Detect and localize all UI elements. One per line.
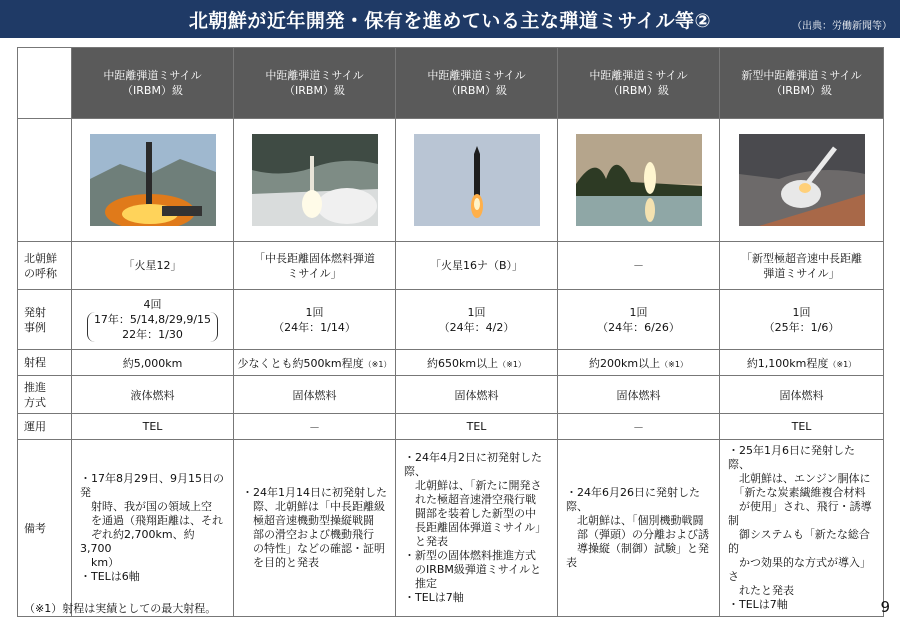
column-header: 中距離弾道ミサイル （IRBM）級 [558,48,720,119]
table-row: 発射 事例 4回 17年：5/14,8/29,9/15 22年：1/30 1回 （24年：1/14） 1回 （24年：4/2） 1回 （24年：6/26） 1回 （25年：1/6） [18,290,884,350]
missile-photo [90,134,216,226]
remarks-row: 備考 ・17年8月29日、9月15日の発 射時、我が国の領域上空 を通過（飛翔距離は、それ ぞれ約2,700km、約3,700 km） ・TELは6軸 ・24年1月14日に初発射した 際、北朝鮮は「中長距離級 極超音速機動型操縦戦闘 部の滑空および機動飛行 の特性」などの確認・証明 を目的と発表 ・24年4月2日に初発射した際、 北朝鮮は、「新たに開発さ れた極超音速滑空飛行戦 闘部を装着した新型の中 長距離固体弾道ミサイル」 と発表 ・新型の固体燃料推進方式 のIRBM級弾道ミサイルと 推定 ・TELは7軸 ・24年6月26日に発射した際、 北朝鮮は、「個別機動戦闘 部（弾頭）の分離および誘 導操縦（制御）試験」と発表 ・25年1月6日に発射した際、 北朝鮮は、エンジン胴体に 「新たな炭素繊維複合材料 が使用」され、飛行・誘導制 御システムも「新たな総合的 かつ効果的な方式が導入」さ れたと発表 ・TELは7軸 [18,440,884,617]
table-row: 北朝鮮 の呼称 「火星12」 「中長距離固体燃料弾道 ミサイル」 「火星16ナ（B）」 － 「新型極超音速中長距離 弾道ミサイル」 [18,242,884,290]
table-row: 射程 約5,000km 少なくとも約500km程度（※1） 約650km以上（※1） 約200km以上（※1） 約1,100km程度（※1） [18,350,884,376]
missile-photo [414,134,540,226]
column-header: 中距離弾道ミサイル （IRBM）級 [396,48,558,119]
footnote: （※1）射程は実績としての最大射程。 [24,602,217,615]
table-row: 推進 方式 液体燃料 固体燃料 固体燃料 固体燃料 固体燃料 [18,376,884,414]
photo-row [18,119,884,242]
missile-photo [252,134,378,226]
table-row: 運用 TEL － TEL － TEL [18,414,884,440]
missile-table [17,47,884,617]
header-row [18,48,884,119]
page-title: 北朝鮮が近年開発・保有を進めている主な弾道ミサイル等② [188,9,712,32]
remarks-cell: ・24年1月14日に初発射した 際、北朝鮮は「中長距離級 極超音速機動型操縦戦闘 部の滑空および機動飛行 の特性」などの確認・証明 を目的と発表 [234,440,396,617]
column-header: 中距離弾道ミサイル （IRBM）級 [72,48,234,119]
source-note: （出典：労働新聞等） [792,21,892,32]
column-header: 中距離弾道ミサイル （IRBM）級 [234,48,396,119]
remarks-cell: ・24年4月2日に初発射した際、 北朝鮮は、「新たに開発さ れた極超音速滑空飛行戦 闘部を装着した新型の中 長距離固体弾道ミサイル」 と発表 ・新型の固体燃料推進方式 のIRBM級弾道ミサイルと 推定 ・TELは7軸 [396,440,558,617]
corner-cell [18,48,72,119]
title-bar [0,0,900,38]
remarks-cell: ・17年8月29日、9月15日の発 射時、我が国の領域上空 を通過（飛翔距離は、それ ぞれ約2,700km、約3,700 km） ・TELは6軸 [72,440,234,617]
column-header: 新型中距離弾道ミサイル （IRBM）級 [720,48,884,119]
missile-photo [576,134,702,226]
remarks-cell: ・25年1月6日に発射した際、 北朝鮮は、エンジン胴体に 「新たな炭素繊維複合材料 が使用」され、飛行・誘導制 御システムも「新たな総合的 かつ効果的な方式が導入」さ れたと発表 ・TELは7軸 [720,440,884,617]
remarks-cell: ・24年6月26日に発射した際、 北朝鮮は、「個別機動戦闘 部（弾頭）の分離および誘 導操縦（制御）試験」と発表 [558,440,720,617]
missile-photo [739,134,865,226]
page-number: 9 [880,598,890,616]
